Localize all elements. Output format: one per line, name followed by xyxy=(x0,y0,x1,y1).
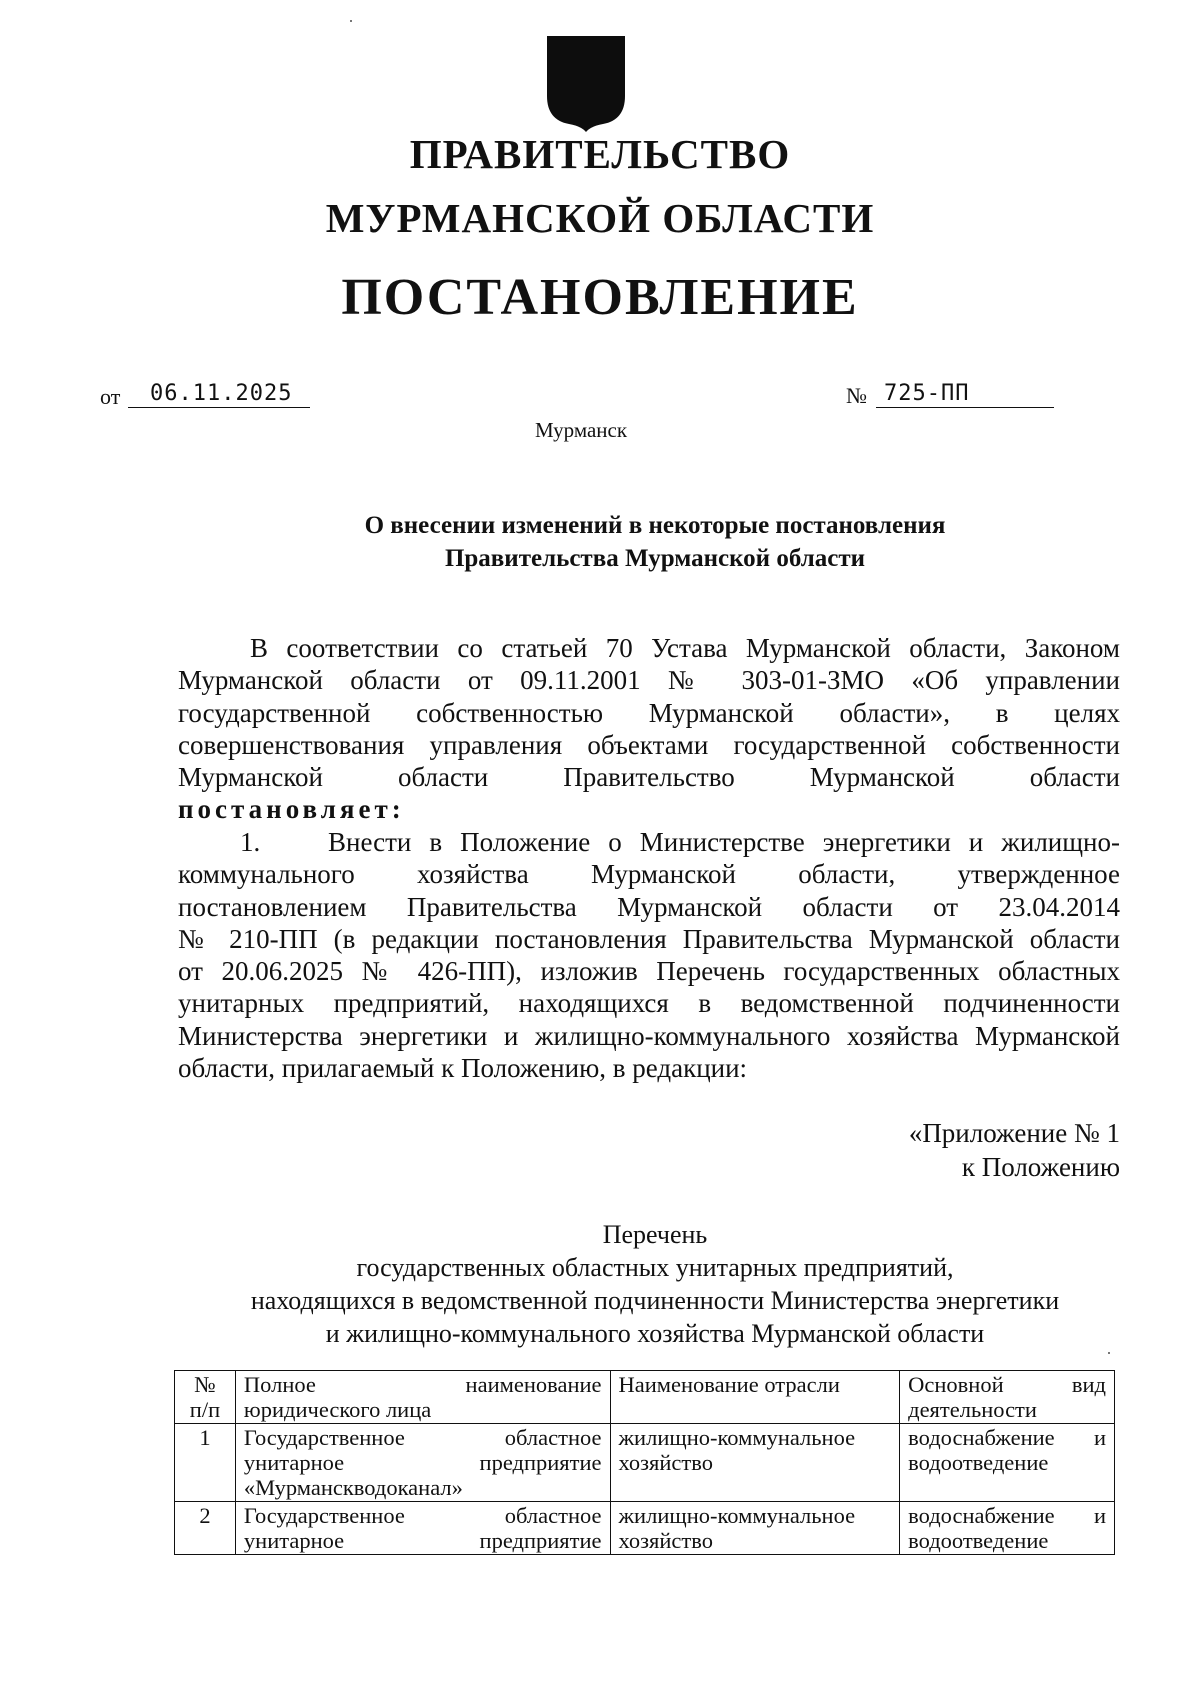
number-prefix: № xyxy=(846,383,867,408)
row-number: 2 xyxy=(175,1502,236,1555)
row-name: Государственное областное унитарное предприятие xyxy=(235,1502,610,1555)
header-industry: Наименование отрасли xyxy=(610,1371,900,1424)
table-header-row xyxy=(175,1371,1115,1424)
scan-speck xyxy=(350,20,352,22)
coat-of-arms-emblem xyxy=(545,36,627,132)
list-title: Перечень государственных областных унитарных предприятий, находящихся в ведомственной подчиненности Министерства энергетики и жилищно-коммунального хозяйства Мурманской области xyxy=(250,1220,1060,1348)
document-title: О внесении изменений в некоторые постановления Правительства Мурманской области xyxy=(364,512,946,572)
row-industry: жилищно-коммунальное хозяйство xyxy=(610,1502,900,1555)
date-prefix: от xyxy=(100,384,121,409)
document-date: 06.11.2025 xyxy=(128,381,310,408)
row-industry: жилищно-коммунальное хозяйство xyxy=(610,1424,900,1502)
table-row xyxy=(175,1502,1115,1555)
enterprise-table xyxy=(174,1370,1115,1555)
document-type: ПОСТАНОВЛЕНИЕ xyxy=(341,269,859,326)
header-full-name: Полное наименование юридического лица xyxy=(235,1371,610,1424)
row-activity: водоснабжение и водоотведение xyxy=(900,1424,1115,1502)
header-activity: Основной вид деятельности xyxy=(900,1371,1115,1424)
resolves-word: постановляет: xyxy=(178,794,405,825)
item-1-number: 1. xyxy=(240,827,261,857)
row-name: Государственное областное унитарное предприятие «Мурманскводоканал» xyxy=(235,1424,610,1502)
document-number: 725-ПП xyxy=(876,381,1054,408)
org-name-line1: ПРАВИТЕЛЬСТВО xyxy=(409,131,791,177)
table-row xyxy=(175,1424,1115,1502)
header-number: № п/п xyxy=(175,1371,236,1424)
row-number: 1 xyxy=(175,1424,236,1502)
org-name-line2: МУРМАНСКОЙ ОБЛАСТИ xyxy=(325,195,875,241)
item-1: 1. Внести в Положение о Министерстве энергетики и жилищно- коммунального хозяйства Мурманской области, утвержденное постановлением Правительства Мурманской области от 23.04.2014 № 210-ПП (в редакции постановления Правительства Мурманской области от 20.06.2025 № 426-ПП), изложив Перечень государственных областных унитарных предприятий, находящихся в ведомственной подчиненности Министерства энергетики и жилищно-коммунального хозяйства Мурманской области, прилагаемый к Положению, в редакции: xyxy=(178,827,1120,1084)
scan-speck xyxy=(1108,1352,1110,1354)
row-activity: водоснабжение и водоотведение xyxy=(900,1502,1115,1555)
preamble: В соответствии со статьей 70 Устава Мурманской области, Законом Мурманской области от 09.11.2001 № 303-01-ЗМО «Об управлении государственной собственностью Мурманской области», в целях совершенствования управления объектами государственной собственности Мурманской области Правительство Мурманской области постановляет: xyxy=(178,633,1120,825)
appendix-label: «Приложение № 1 к Положению xyxy=(908,1118,1120,1182)
city: Мурманск xyxy=(535,418,628,442)
